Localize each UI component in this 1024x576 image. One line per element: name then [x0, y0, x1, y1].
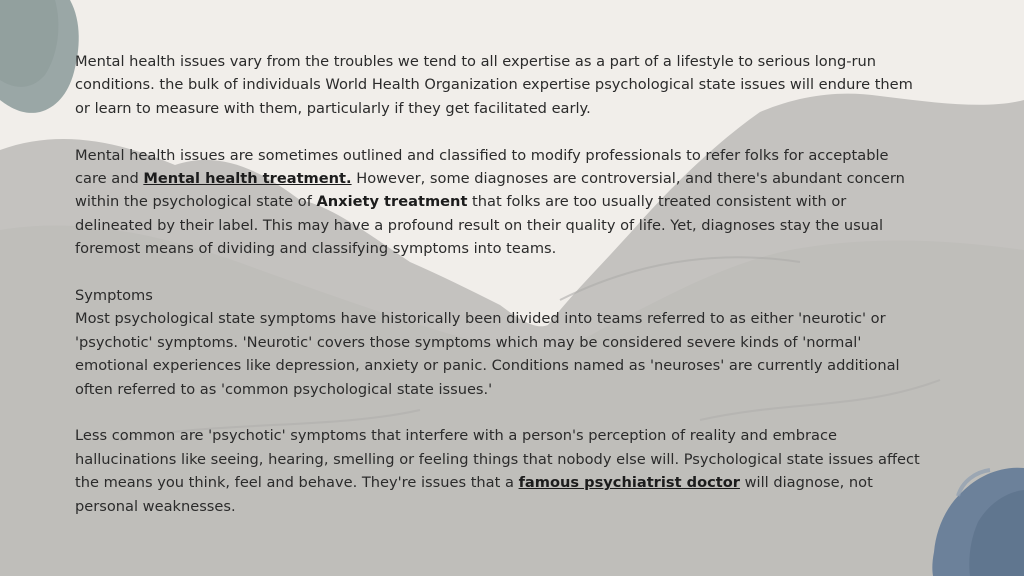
article-body: [75, 50, 920, 541]
famous-psychiatrist-link[interactable]: famous psychiatrist doctor: [518, 474, 740, 492]
paragraph-intro: Mental health issues vary from the troubles we tend to all expertise as a part of a lifestyle to serious long-run conditions. the bulk of individuals World Health Organization expertise psychological state issues will endure them or learn to measure with them, particularly if they get facilitated early.: [75, 53, 913, 117]
paragraph-psychotic: Less common are 'psychotic' symptoms that interfere with a person's perception of reality and embrace hallucinations like seeing, hearing, smelling or feeling things that nobody else will. Psychological state issues affect the means you think, feel and behave. They're issues that a famous psychiatrist doctor will diagnose, not personal weaknesses.: [75, 427, 920, 515]
paragraph-classification: Mental health issues are sometimes outlined and classified to modify professionals to refer folks for acceptable care and Mental health treatment. However, some diagnoses are controversial, and there's abundant concern within the psychological state of Anxiety treatment that folks are too usually treated consistent with or delineated by their label. This may have a profound result on their quality of life. Yet, diagnoses stay the usual foremost means of dividing and classifying symptoms into teams.: [75, 146, 905, 258]
anxiety-treatment-bold: Anxiety treatment: [316, 193, 468, 211]
mental-health-treatment-link[interactable]: Mental health treatment.: [143, 170, 352, 188]
paragraph-symptoms: Most psychological state symptoms have historically been divided into teams referred to as either 'neurotic' or 'psychotic' symptoms. 'Neurotic' covers those symptoms which may be considered severe kinds of 'normal' emotional experiences like depression, anxiety or panic. Conditions named as 'neuroses' are currently additional often referred to as 'common psychological state issues.': [75, 310, 900, 398]
symptoms-heading: Symptoms: [75, 287, 153, 305]
